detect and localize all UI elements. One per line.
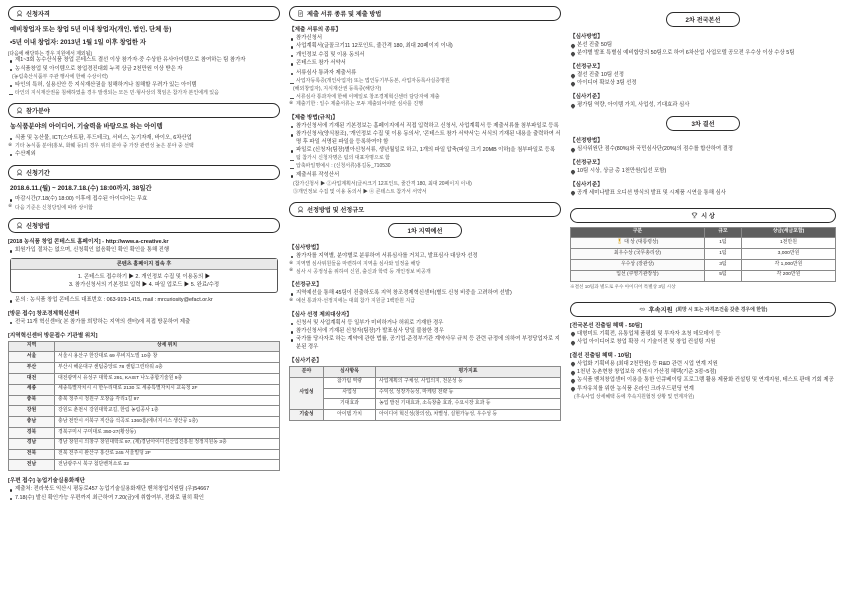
contact-item: 문의 : 농식품 창업 콘테스트 대표번호 : 063-919-1415, mail : mrcuriosity@efact.or.kr (8, 297, 280, 305)
mail-apply-list (8, 486, 280, 502)
round3-method-label: 【 선정방법 】 (570, 136, 836, 144)
eligibility-line2: •5년 이내 창업자: 2013년 1월 1일 이후 창업한 자 (10, 38, 147, 46)
followup-national-label: [전국본선 진출팀 혜택 - 50팀] (570, 322, 643, 329)
list-item-note: 사업자등록증(개인사업자) 또는 법인등기부등본, 사업자등록사실증명원 (289, 78, 561, 85)
list-item: 7.18(수) 발신 확인가능 우편까지 최근하여 7.20(금)에 취합여부, 전화로 필히 확인 (8, 495, 280, 503)
medal-icon (16, 222, 23, 229)
cell-region: 경북 (9, 427, 55, 438)
cell-address: 세종특별자치시 시 한누리대로 2130 도 세종특별자치시 교육청 2F (55, 384, 280, 395)
period-dates: 2018.6.11.(월) ~ 2018.7.18.(수) 18:00까지, 38일간 (10, 184, 152, 192)
section-eligibility (8, 6, 280, 97)
list-item: 국가를 당사자로 하는 계약에 관한 법률, 공기업·준정부기관 계약사무 규칙 등 관련 규정에 의하여 부정당업자로 지분된 경우 (289, 336, 561, 352)
list-item-note: ※ 예선 통과자·선정지에는 대회 참가 지원금 1백만원 지급 (289, 298, 561, 305)
list-item: 참가신청서에 기재된 신청자(팀장)가 발표심사 당일 불참한 경우 (289, 328, 561, 336)
doc-icon (297, 10, 304, 17)
cell-address: 충북 청주시 청원구 오창읍 각리1길 97 (55, 395, 280, 406)
column-left (8, 6, 280, 596)
cell-region: 부산 (9, 363, 55, 374)
table-header-row (9, 341, 280, 352)
list-item: 마감시간(7.18(수) 18:00) 이후에 접수된 아이디어는 무효 (8, 196, 280, 204)
cell-division: 우수상 (장관상) (571, 260, 705, 271)
table-row (9, 374, 280, 385)
section-title: 시 상 (701, 212, 715, 220)
cell-region: 전북 (9, 449, 55, 460)
col-item: 심사항목 (324, 367, 376, 378)
handshake-icon (639, 306, 646, 313)
doc-type-label: 【 제출 서류의 종류 】 (289, 25, 561, 33)
cell-amount: 각 200만원 (741, 270, 835, 281)
doc-method-label: 【 제출 방법(규칙) 】 (289, 113, 561, 121)
list-item: 참가신청서 (289, 35, 561, 43)
round2-criteria-label: 【 심사기준 】 (570, 92, 836, 100)
section-title: 신청기간 (26, 169, 50, 177)
cell-region: 세종 (9, 384, 55, 395)
cell-count: 1팀 (704, 238, 741, 249)
section-title: 신청자격 (26, 11, 50, 18)
cell-item: 아이템 가치 (324, 410, 376, 421)
table-row (9, 352, 280, 363)
list-item: 참가신청서에 기재된 기본정보는 홈페이지에서 직접 입력하고 신청서, 사업계획서 등 제출서류를 첨부파일로 등록 (289, 123, 561, 131)
list-item-note: 팀 참가시 신청자명은 팀의 대표자명으로 함 (289, 155, 561, 162)
col-indicator: 평가지표 (376, 367, 561, 378)
list-item-note: (해외창업자), 지식재산권 등록증(해당자) (293, 85, 382, 92)
list-item: 사업 아이디어로 창업 확장 시 기술이전 및 창업 컨설팅 지원 (570, 339, 836, 347)
cell-region: 경남 (9, 438, 55, 449)
table-row (290, 399, 561, 410)
cell-division (571, 238, 705, 249)
list-item: 결선 진출 10팀 선정 (570, 72, 836, 80)
eligibility-exclusion-list (8, 57, 280, 97)
list-item: 수산제외 (8, 151, 280, 159)
round-title-final: 3차 결선 (666, 116, 740, 131)
online-apply-notes (8, 247, 280, 255)
section-documents (289, 6, 561, 196)
selection-exclusion-label: 【 심사 선정 제외대상자 】 (289, 310, 561, 318)
doc-type-list-passed (289, 70, 561, 109)
cell-category: 사업성 (290, 377, 324, 409)
medal-icon (16, 107, 23, 114)
table-row (571, 249, 836, 260)
cell-address: 강원도 춘천시 강원대학교길, 한림 농림공사 1층 (55, 406, 280, 417)
table-row (571, 260, 836, 271)
criteria-label: 【 심사기준 】 (289, 356, 561, 364)
trophy-icon (691, 212, 698, 219)
table-row (9, 460, 280, 471)
cell-count: 3팀 (704, 260, 741, 271)
cell-item: 사업성 (324, 388, 376, 399)
cell-item: 참가팀 역량 (324, 377, 376, 388)
eligibility-exclusion-label: [다음에 해당하는 경우 지원에서 제외됨] (8, 52, 92, 58)
cell-address: 서울시 용산구 한강대로 69 루비지노빌 10층 창 (55, 352, 280, 363)
column-right (570, 6, 836, 596)
list-item: 투자유치를 위한 농식품 온라인 크라우드펀딩 연계 (570, 386, 836, 394)
round-title-national: 2차 전국본선 (666, 12, 740, 27)
table-row (9, 363, 280, 374)
list-item: 개인정보 수집 및 이용 동의서 (289, 52, 561, 60)
prize-table (570, 227, 836, 282)
selection-scale-label: 【 선정규모 】 (289, 280, 561, 288)
list-item-note: (참가신청서 ▶ ②사업계획서(글씨크기 12포인트, 줄간격 180, 최대 20페이지 이내) (293, 180, 472, 187)
list-item-note: 서류심사 통과자에 한해 이메일로 창조경제혁신센터 담당자에 제출 (289, 94, 561, 101)
visit-apply-list (8, 319, 280, 327)
list-item: 회원가입 절차는 없으며, 신청획인 없음확인 확인 확인을 통해 진행 (8, 247, 280, 255)
cell-count: 5팀 (704, 270, 741, 281)
list-item-note: ※ 심사 시 공정성을 위하여 신원, 출신과 학력 등 개인정보 비공개 (289, 269, 561, 276)
list-item: 농식품 벤처창업센터 이용을 통한 인큐베이팅 프로그램 활용 제품화 컨설팅 및 연계지원, 테스트 판매 기회 제공 (570, 377, 836, 385)
section-categories (8, 103, 280, 159)
medal-icon (297, 206, 304, 213)
followup-national-list (570, 331, 836, 347)
cell-amount: 3,000만원 (741, 249, 835, 260)
section-title-sub: (희망 시 또는 자격조건을 갖춘 경우에 한함) (675, 307, 768, 313)
mail-apply-label: [우편 접수] 농업기술실용화재단 (8, 478, 86, 485)
section-prize (570, 208, 836, 290)
list-item: 심사위원단 점수(80%)와 국민심사단(20%)의 점수를 합산하여 결정 (570, 146, 836, 154)
list-item: 10팀 시상, 상금 총 1천만원(입선 포함) (570, 168, 836, 176)
cell-indicator: 농업 발전 기대효과, 소득창출 효과, 수요시장 효과 등 (376, 399, 561, 410)
selection-method-label: 【 심사방법 】 (289, 243, 561, 251)
contact-list (8, 297, 280, 305)
cell-division: 최우수상 (국무총리상) (571, 249, 705, 260)
cell-count: 1팀 (704, 249, 741, 260)
col-category: 분야 (290, 367, 324, 378)
cell-division: 입선 (쿠영기관장상) (571, 270, 705, 281)
categories-head: 농식품분야의 아이디어, 기술력을 바탕으로 하는 아이템 (10, 123, 163, 131)
cell-region: 서울 (9, 352, 55, 363)
table-row (9, 438, 280, 449)
list-item: 분야별 발표 특별심 예비합당의 50팀으로 하여 6차산업 사업모델 공모전 우수상 이상 수상 5팀 (570, 50, 836, 58)
region-table (8, 341, 280, 472)
cell-indicator: 수익성, 성장가능성, 마케팅 전략 등 (376, 388, 561, 399)
section-period (8, 165, 280, 212)
cell-region: 전남 (9, 460, 55, 471)
table-row (571, 238, 836, 249)
list-item: 참가자를 지역별, 분야별로 분류하여 서류심사를 거치고, 발표심사 대상자 선정 (289, 253, 561, 261)
section-header-prize (570, 208, 836, 223)
cell-indicator: 아이디어 혁신성(창의성), 차별성, 실현가능성, 우수성 등 (376, 410, 561, 421)
round-title-regional: 1차 지역예선 (388, 223, 462, 238)
col-division: 구분 (571, 227, 705, 238)
list-item: 평가팀 역량, 아이템 가치, 사업성, 기대효과 심사 (570, 102, 836, 110)
table-header-row (290, 367, 561, 378)
section-header-selection (289, 202, 561, 217)
list-item: 전국 11개 혁신센터( 본 참가를 희망하는 지역의 센터)에 직접 방문하여 제출 (8, 319, 280, 327)
medal-icon (16, 169, 23, 176)
col-count: 규모 (704, 227, 741, 238)
list-item: 아이디어 확보상 3팀 선정 (570, 80, 836, 88)
list-item-note: (농림축산식품부 주관 행사에 한해 수상이력) (12, 73, 108, 80)
region-table-title: [지역혁신센터 방문접수 기관별 위치] (8, 332, 98, 339)
criteria-table (289, 366, 561, 421)
list-item-note: ③개인정보 수집 및 이용 동의서 ▶ ④ 콘테스트 참가서 서약서 (293, 188, 427, 195)
visit-apply-label: [방문 접수] 창조경제혁신센터 (8, 310, 80, 317)
cell-address: 대전광역시 유성구 대학로 291, KAIST 나노종합기술원 9층 (55, 374, 280, 385)
list-item: 참가신청서(양식참조), '개인정보 수집 및 이용 동의서', '콘테스트 참가 서약서'는 서식의 기재된 내용을 출력하여 서명 후 파일 서명된 파일을 등록하여야 함 (289, 131, 561, 147)
section-title: 후속지원 (648, 306, 673, 314)
round3-criteria-label: 【 심사기준 】 (570, 180, 836, 188)
online-apply-label[interactable]: [2018 농식품 창업 콘테스트 홈페이지] - http://www.a-creative.kr (8, 238, 169, 245)
cell-address: 전남광주시 북구 첨단벤처소로 32 (55, 460, 280, 471)
list-item: 본선 진출 50팀 (570, 42, 836, 50)
list-item: 제출처: 전라북도 익산시 평동로457 농업기술실용화재단 벤처창업지원팀 (우)54667 (8, 486, 280, 494)
round3-scale-list (570, 168, 836, 176)
round2-scale-label: 【 선정규모 】 (570, 62, 836, 70)
table-row (9, 384, 280, 395)
section-round2 (570, 12, 836, 110)
list-item-note: ※ 기타 농식품 분야(홍보, 화훼 등)의 경우 위의 분야 중 가장 관련성 높은 분야 중 선택 (8, 143, 280, 150)
list-item: 타인의 특허, 실용신안 등 지식재산권을 침해하거나 침해할 우려가 있는 아이템 (8, 82, 280, 90)
three-column-layout (8, 6, 842, 596)
period-notes (8, 196, 280, 212)
cell-category: 기술성 (290, 410, 324, 421)
round2-criteria-list (570, 102, 836, 110)
list-item: 콘테스트 참가 서약서 (289, 60, 561, 68)
round2-scale-list (570, 72, 836, 88)
round3-criteria-list (570, 190, 836, 198)
medal-icon (16, 10, 23, 17)
section-title: 제출 서류 종류 및 제출 방법 (307, 11, 382, 18)
list-item-note: ※ 지역별 심사위원들을 마련하여 지역을 심사와 일정을 해당 (289, 261, 561, 268)
table-header-row (571, 227, 836, 238)
section-round3 (570, 116, 836, 197)
selection-exclusion-list (289, 320, 561, 352)
section-header-documents (289, 6, 561, 21)
table-row (9, 395, 280, 406)
list-item-note: 압축파일명예시 : (신청서류)홍길동_710530 (289, 163, 561, 170)
cell-amount: 각 1,000만원 (741, 260, 835, 271)
followup-final-list (570, 361, 836, 401)
selection-scale-list (289, 290, 561, 306)
list-item: 식품 및 농산물, ICT(스마트팜, 푸드테크), 서비스, 농기자재, 바이오, 6차산업 (8, 135, 280, 143)
selection-method-list (289, 253, 561, 276)
cell-address: 부산시 해운대구 센텀중앙로 78 센텀그린타워 4층 (55, 363, 280, 374)
list-item: 지역예선을 통해 45팀이 진출하도록 지역 창조경제혁신센터(별도 신청 비중을 고려하여 선발) (289, 290, 561, 298)
cell-indicator: 사업계획의 구체성, 사업의지, 전문성 등 (376, 377, 561, 388)
table-row (9, 427, 280, 438)
table-row (9, 417, 280, 428)
section-header-categories (8, 103, 280, 118)
list-item: 공개 세미나발표 오디션 방식의 발표 및 시제품 시연을 통해 심사 (570, 190, 836, 198)
cell-address: 전북 전주시 완산구 홍산로 245 서울빌딩 2F (55, 449, 280, 460)
cell-address: 경북구미시 구미대로 350-27(황상동) (55, 427, 280, 438)
section-title: 신청방법 (26, 222, 50, 230)
list-item: 제출서류 작성산서 (289, 172, 561, 180)
section-header-eligibility (8, 6, 280, 21)
col-amount: 상금(세금포함) (741, 227, 835, 238)
round2-method-label: 【 심사방법 】 (570, 32, 836, 40)
list-item: 신청서 및 사업계획서 등 일부가 미비하거나 허위로 기재한 경우 (289, 320, 561, 328)
apply-step-line: 1. 콘테스트 접수하기 ▶ 2. 개인정보 수집 및 이용동의 ▶ (77, 273, 211, 280)
list-item-note: ※ 제출기한 : 일수 제출서류는 모두 제출되어야만 심사를 진행 (289, 101, 561, 108)
table-row (9, 449, 280, 460)
section-followup (570, 302, 836, 402)
table-row (290, 377, 561, 388)
list-item: 사업계획서(글꼴크기11 12포인트, 줄간격 180, 최대 20페이지 이내) (289, 43, 561, 51)
apply-steps-box (10, 258, 278, 293)
cell-region: 충북 (9, 395, 55, 406)
table-row (290, 410, 561, 421)
cell-division-label: 대 상 (대통령상) (624, 240, 659, 246)
table-row (9, 406, 280, 417)
followup-final-label: [결선 진출팀 혜택 - 10팀] (570, 352, 632, 359)
eligibility-line1: 예비창업자 또는 창업 5년 이내 창업자(개인, 법인, 단체 등) (10, 26, 172, 33)
col-address: 상세 위치 (55, 341, 280, 352)
cell-amount: 1천만원 (741, 238, 835, 249)
table-row (290, 388, 561, 399)
section-title: 참가분야 (26, 108, 50, 116)
list-item-note: (후속사업 상세혜택 등에 후속지원협정 상황 및 연계자원) (574, 395, 695, 401)
list-item: 제1~3회 농수산식품 창업 콘테스트 결선 이상 참가자·중 수상한 유사아이템으로 참여하는 팀 참가자 (8, 57, 280, 65)
section-title: 선정방법 및 선정규모 (307, 206, 365, 214)
cell-item: 기대효과 (324, 399, 376, 410)
section-apply-method (8, 218, 280, 502)
apply-steps-title: 콘텐츠 홈페이지 접속 후 (11, 259, 277, 270)
doc-type-list (289, 35, 561, 68)
section-header-apply-method (8, 218, 280, 233)
prize-caption: ※결선 10팀과 별도로 우수 아이디어 특별상 3팀 시상 (570, 283, 676, 289)
cell-address: 경남 창원시 의창구 창원대학로 97, (제)경남아이디션산업진흥원 정정지원동 3층 (55, 438, 280, 449)
apply-step-line: 3. 참가신청서의 기본정보 입력 ▶ 4. 파일 업로드 ▶ 5. 완료/수정 (68, 281, 220, 288)
list-item: 농식품창업 및 아이템으로 창업경진대회 누적 상금 2천만원 이상 받은 자 (8, 66, 280, 74)
section-selection (289, 202, 561, 421)
list-item-note: 타인의 지식재산권을 침해하였을 경우 발생되는 모든 민·형사상의 책임은 참가자 본인에게 있음 (8, 90, 280, 97)
section-header-followup (570, 302, 836, 317)
table-row (571, 270, 836, 281)
list-item: 1천년 농촌현창 창업보육 지원시 가산점 혜택(기준 3점~5점) (570, 369, 836, 377)
round3-method-list (570, 146, 836, 154)
cell-region: 강원 (9, 406, 55, 417)
list-item-note: ※ 다음 기준은 신청당일에 따라 상이함 (8, 205, 280, 212)
column-middle (289, 6, 561, 596)
cell-region: 대전 (9, 374, 55, 385)
cell-address: 충남 천안시 서북구 직산읍 석곡로 1360홈(에너지시스 생산공 1층) (55, 417, 280, 428)
list-item: 파일로 (신청자(팀장)별아신청서류, 생년월일로 하고, 1개의 파일 압축(파일 크기 20MB 이하)을 첨부파일로 등록 (289, 147, 561, 155)
categories-list (8, 135, 280, 159)
medal-badge-icon: 🎖 (616, 240, 623, 246)
doc-method-list (289, 123, 561, 171)
round3-scale-label: 【 선정규모 】 (570, 158, 836, 166)
round2-method-list (570, 42, 836, 58)
section-header-period (8, 165, 280, 180)
list-item: 대형미트 기획전, 유통업체 품평회 및 투자자 초청 데모데이 등 (570, 331, 836, 339)
doc-order-list (289, 172, 561, 195)
cell-region: 충남 (9, 417, 55, 428)
list-item: 서류심사 통과자 제출서류 (289, 70, 561, 78)
list-item: 사업화 기획비용 (최대 2천만원) 등 R&D 관련 시업 연계 지원 (570, 361, 836, 369)
col-region: 지역 (9, 341, 55, 352)
